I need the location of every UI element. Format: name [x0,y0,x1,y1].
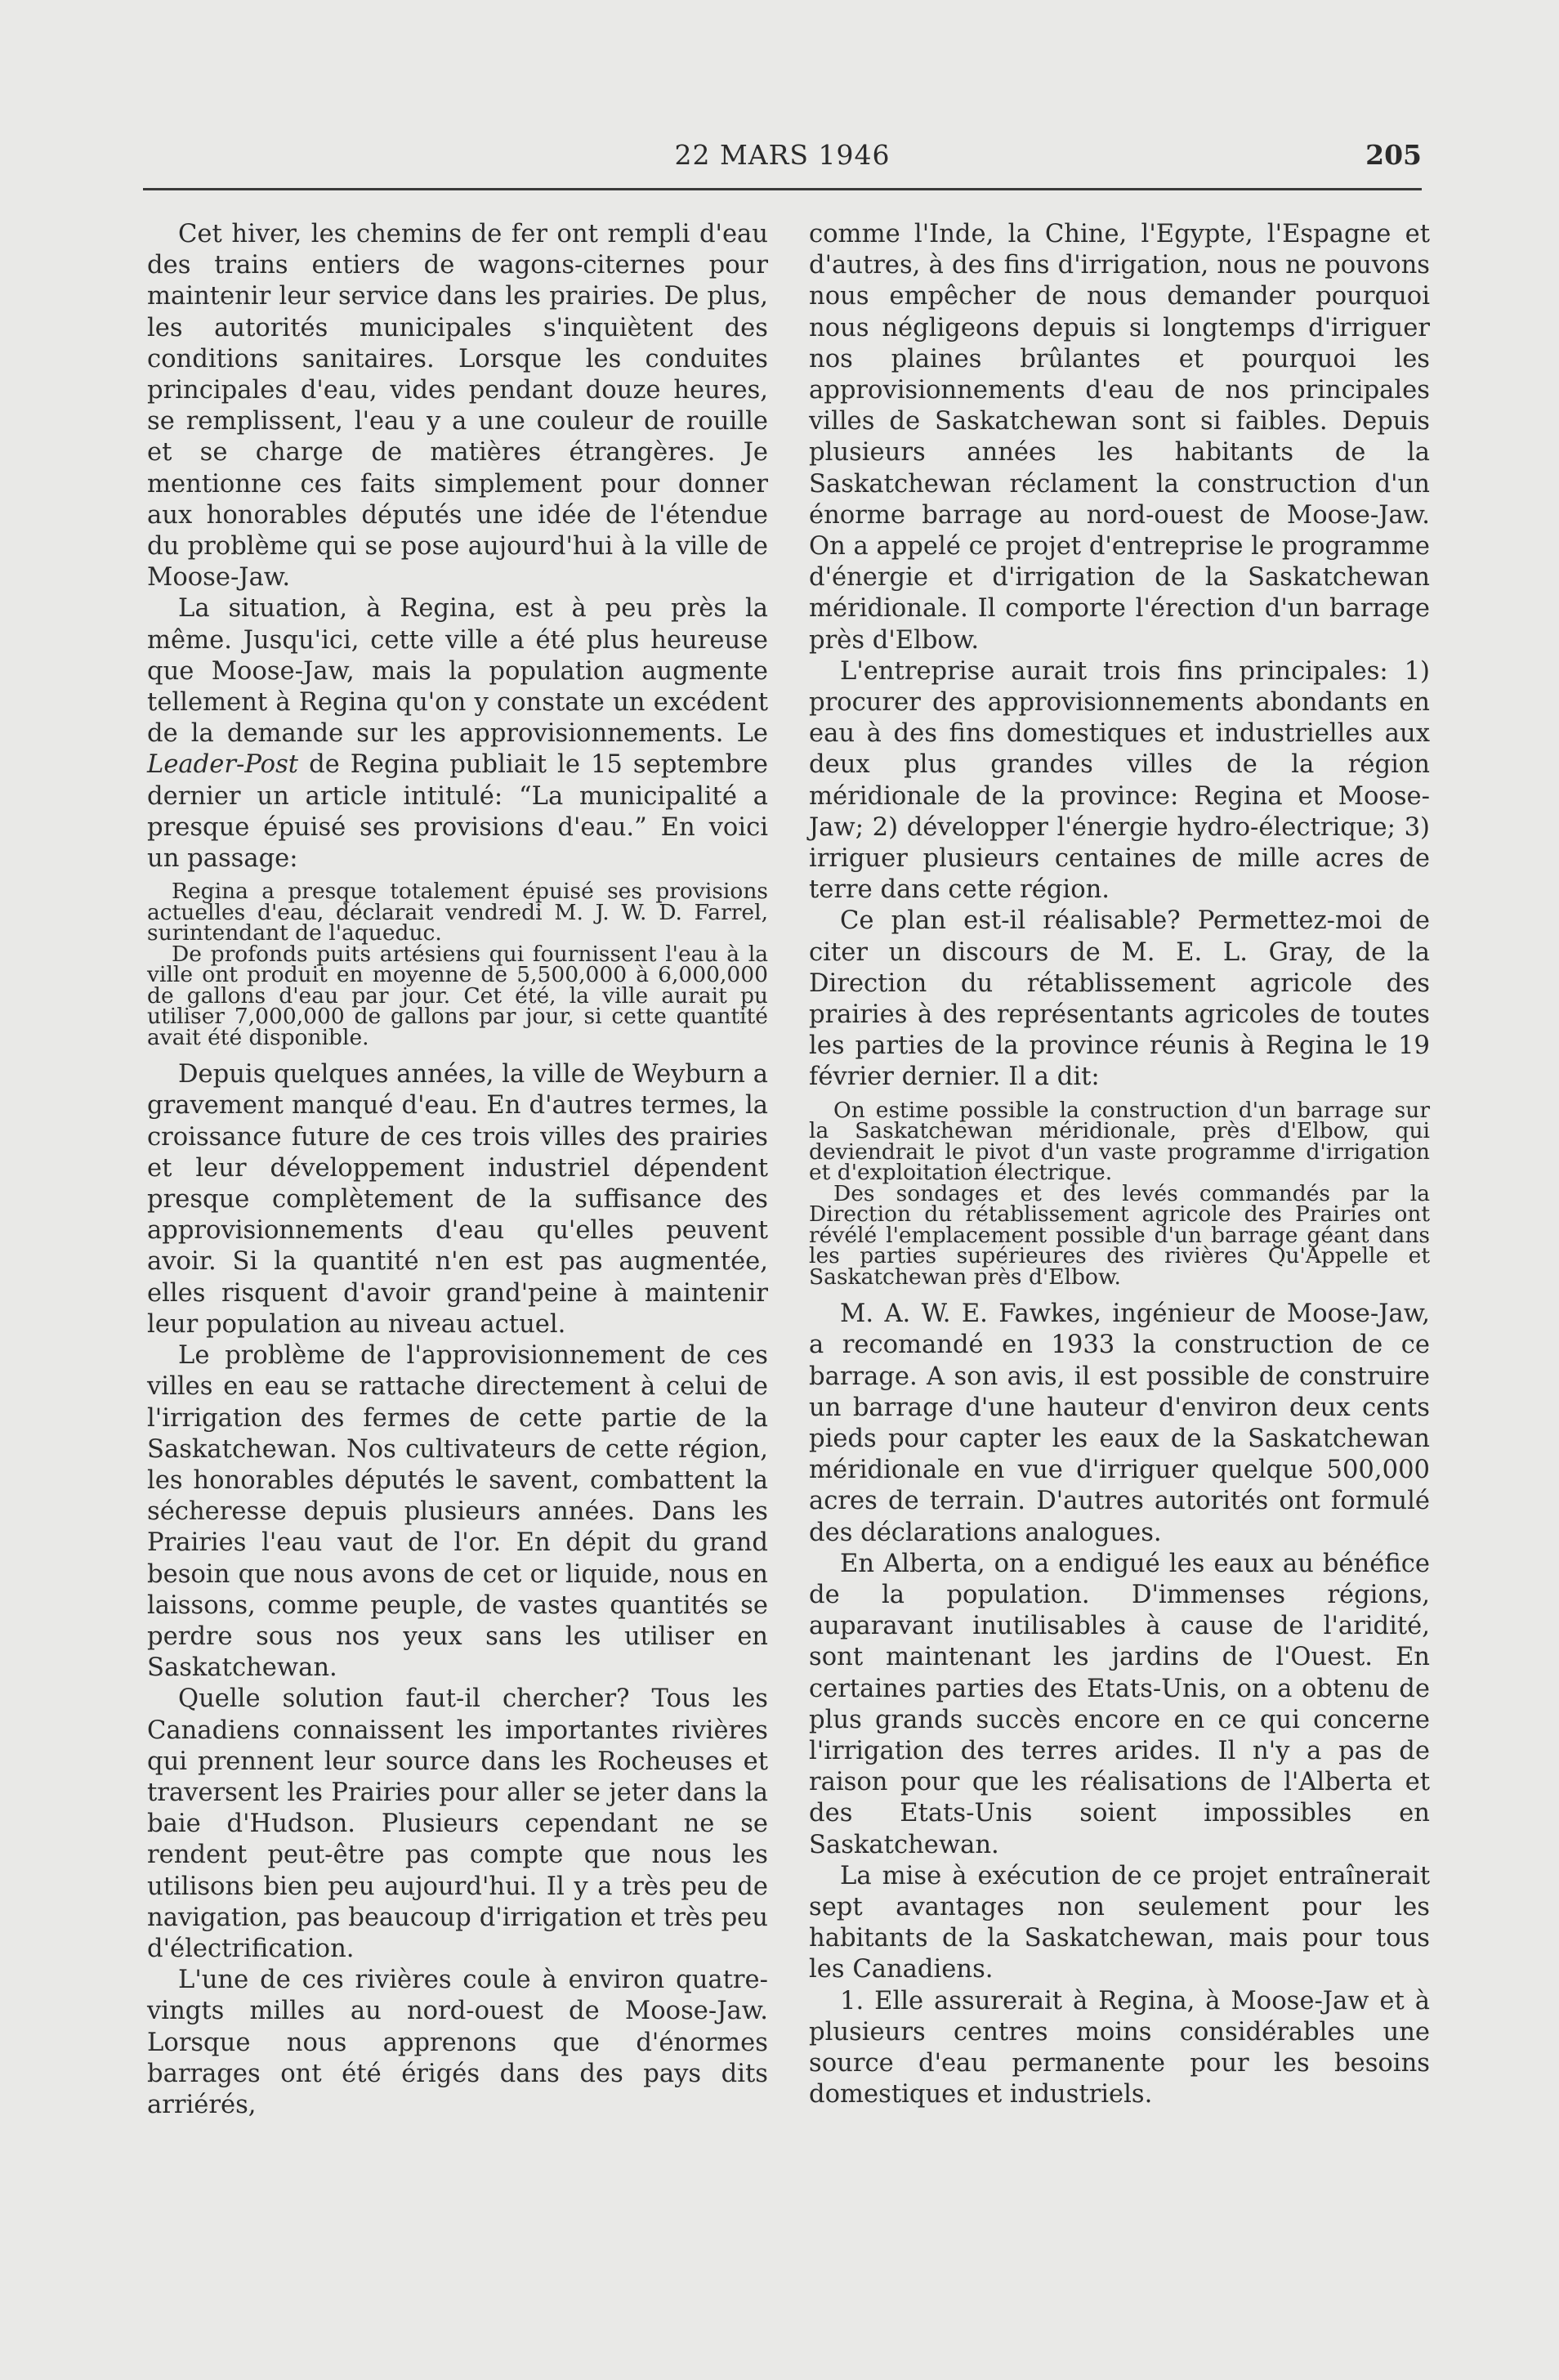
quote-paragraph: De profonds puits artésiens qui fournissent l'eau à la ville ont produit en moyenne de 5,500,000 à 6,000,000 de gallons d'eau par jour. Cet été, la ville aurait pu utiliser 7,000,000 de gallons par jour, si cette quantité avait été disponible. [147,941,768,1050]
newspaper-title: Leader-Post [147,750,299,780]
paragraph: L'une de ces rivières coule à environ quatre-vingts milles au nord-ouest de Moose-Jaw. Lorsque nous apprenons que d'énormes barrages ont été érigés dans des pays dits arriérés, [147,1966,768,2119]
quote-paragraph: On estime possible la construction d'un barrage sur la Saskatchewan méridionale, près d'Elbow, qui deviendrait le pivot d'un vaste programme d'irrigation et d'exploitation électrique. [809,1097,1430,1186]
paragraph: Depuis quelques années, la ville de Weyburn a gravement manqué d'eau. En d'autres termes, la croissance future de ces trois villes des prairies et leur développement industriel dépendent presque complètement de la suffisance des approvisionnements d'eau qu'elles peuvent avoir. Si la quantité n'en est pas augmentée, elles risquent d'avoir grand'peine à maintenir leur population au niveau actuel. [147,1060,768,1339]
paragraph: comme l'Inde, la Chine, l'Egypte, l'Espagne et d'autres, à des fins d'irrigation, nous ne pouvons nous empêcher de nous demander pourquoi nous négligeons depuis si longtemps d'irriguer nos plaines brûlantes et pourquoi les approvisionnements d'eau de nos principales villes de Saskatchewan sont si faibles. Depuis plusieurs années les habitants de la Saskatchewan réclament la construction d'un énorme barrage au nord-ouest de Moose-Jaw. On a appelé ce projet d'entreprise le programme d'énergie et d'irrigation de la Saskatchewan méridionale. Il comporte l'érection d'un barrage près d'Elbow. [809,220,1430,655]
paragraph: Ce plan est-il réalisable? Permettez-moi de citer un discours de M. E. L. Gray, de la Direction du rétablissement agricole des prairies à des représentants agricoles de toutes les parties de la province réunis à Regina le 19 février dernier. Il a dit: [809,906,1430,1092]
right-column [809,219,1430,2110]
page-number: 205 [1365,139,1422,171]
paragraph [147,593,768,875]
paragraph: 1. Elle assurerait à Regina, à Moose-Jaw et à plusieurs centres moins considérables une source d'eau permanente pour les besoins domestiques et industriels. [809,1986,1430,2109]
paragraph: Le problème de l'approvisionnement de ces villes en eau se rattache directement à celui de l'irrigation des fermes de cette partie de la Saskatchewan. Nos cultivateurs de cette région, les honorables députés le savent, combattent la sécheresse depuis plusieurs années. Dans les Prairies l'eau vaut de l'or. En dépit du grand besoin que nous avons de cet or liquide, nous en laissons, comme peuple, de vastes quantités se perdre sous nos yeux sans les utiliser en Saskatchewan. [147,1341,768,1683]
page-header [143,139,1422,188]
paragraph: La mise à exécution de ce projet entraînerait sept avantages non seulement pour les habitants de la Saskatchewan, mais pour tous les Canadiens. [809,1861,1430,1984]
paragraph: L'entreprise aurait trois fins principales: 1) procurer des approvisionnements abondants en eau à des fins domestiques et industrielles aux deux plus grandes villes de la région méridionale de la province: Regina et Moose-Jaw; 2) développer l'énergie hydro-électrique; 3) irriguer plusieurs centaines de mille acres de terre dans cette région. [809,656,1430,905]
paragraph: Quelle solution faut-il chercher? Tous les Canadiens connaissent les importantes rivières qui prennent leur source dans les Rocheuses et traversent les Prairies pour aller se jeter dans la baie d'Hudson. Plusieurs cependant ne se rendent peut-être pas compte que nous les utilisons bien peu aujourd'hui. Il y a très peu de navigation, pas beaucoup d'irrigation et très peu d'électrification. [147,1684,768,1963]
quote-paragraph: Regina a presque totalement épuisé ses provisions actuelles d'eau, déclarait vendredi M. J. W. D. Farrel, surintendant de l'aqueduc. [147,879,768,946]
header-date: 22 MARS 1946 [674,139,891,171]
paragraph-text: de Regina publiait le 15 septembre dernier un article intitulé: “La municipalité a presque épuisé ses provisions d'eau.” En voici un passage: [147,750,768,874]
paragraph-text: La situation, à Regina, est à peu près la même. Jusqu'ici, cette ville a été plus heureuse que Moose-Jaw, mais la population augmente tellement à Regina qu'on y constate un excédent de la demande sur les approvisionnements. Le [147,594,768,749]
left-column [147,219,768,2121]
paragraph: En Alberta, on a endigué les eaux au bénéfice de la population. D'immenses régions, auparavant inutilisables à cause de l'aridité, sont maintenant les jardins de l'Ouest. En certaines parties des Etats-Unis, on a obtenu de plus grands succès encore en ce qui concerne l'irrigation des terres arides. Il n'y a pas de raison pour que les réalisations de l'Alberta et des Etats-Unis soient impossibles en Saskatchewan. [809,1549,1430,1859]
paragraph: Cet hiver, les chemins de fer ont rempli d'eau des trains entiers de wagons-citernes pour maintenir leur service dans les prairies. De plus, les autorités municipales s'inquiètent des conditions sanitaires. Lorsque les conduites principales d'eau, vides pendant douze heures, se remplissent, l'eau y a une couleur de rouille et se charge de matières étrangères. Je mentionne ces faits simplement pour donner aux honorables députés une idée de l'étendue du problème qui se pose aujourd'hui à la ville de Moose-Jaw. [147,220,768,593]
block-quote [147,881,768,1048]
header-rule [143,188,1422,190]
quote-paragraph: Des sondages et des levés commandés par la Direction du rétablissement agricole des Prairies ont révélé l'emplacement possible d'un barrage géant dans les parties supérieures des rivières Qu'Appelle et Saskatchewan près d'Elbow. [809,1180,1430,1290]
paragraph: M. A. W. E. Fawkes, ingénieur de Moose-Jaw, a recomandé en 1933 la construction de ce barrage. A son avis, il est possible de construire un barrage d'une hauteur d'environ deux cents pieds pour capter les eaux de la Saskatchewan méridionale en vue d'irriguer quelque 500,000 acres de terrain. D'autres autorités ont formulé des déclarations analogues. [809,1300,1430,1547]
block-quote [809,1097,1430,1290]
